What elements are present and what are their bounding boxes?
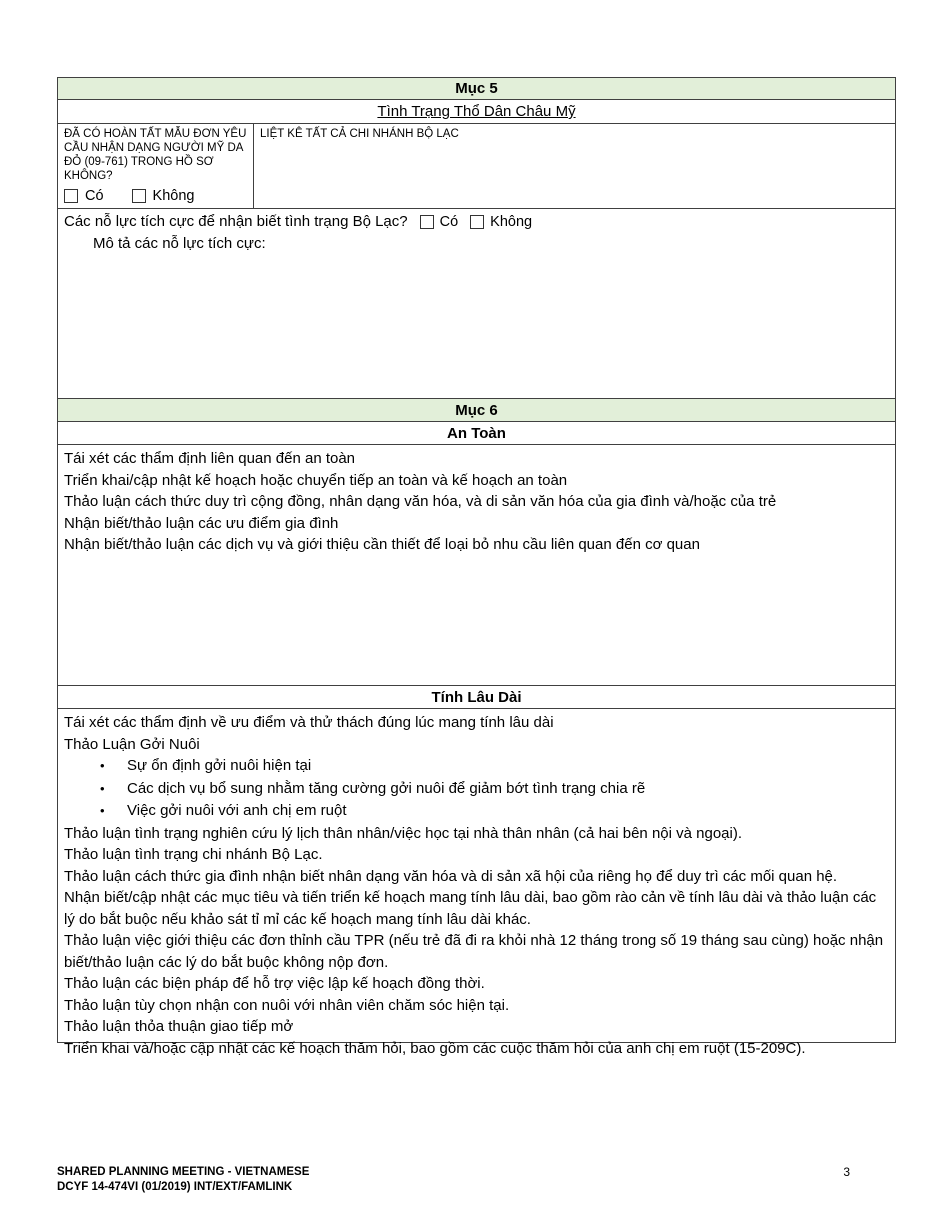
active-efforts-no-checkbox[interactable] — [470, 215, 484, 229]
permanency-bullet-text: Việc gởi nuôi với anh chị em ruột — [127, 802, 347, 819]
describe-efforts-label: Mô tả các nỗ lực tích cực: — [93, 235, 266, 252]
permanency-title: Tính Lâu Dài — [58, 686, 895, 709]
tribal-list-input-area[interactable] — [260, 141, 889, 199]
form-completed-question-label: ĐÃ CÓ HOÀN TẤT MẪU ĐƠN YÊU CẦU NHẬN DẠNG NGƯỜI MỸ DA ĐỎ (09-761) TRONG HỒ SƠ KHÔNG? — [64, 128, 247, 182]
permanency-item: Thảo luận tình trạng chi nhánh Bộ Lạc. — [64, 846, 323, 863]
bullet-icon: • — [100, 803, 105, 818]
describe-efforts-input-area[interactable] — [58, 261, 895, 398]
section5-header: Mục 5 — [58, 78, 895, 100]
section6-header: Mục 6 — [58, 399, 895, 422]
permanency-bullet-item — [64, 778, 889, 801]
footer-form-title: SHARED PLANNING MEETING - VIETNAMESE — [57, 1166, 310, 1178]
safety-item: Nhận biết/thảo luận các dịch vụ và giới thiệu cần thiết để loại bỏ nhu cầu liên quan đến cơ quan — [64, 536, 700, 553]
footer-form-number: DCYF 14-474VI (01/2019) INT/EXT/FAMLINK — [57, 1180, 293, 1193]
bullet-icon: • — [100, 758, 105, 773]
page-footer — [57, 1165, 896, 1194]
form-completed-no-checkbox[interactable] — [132, 189, 146, 203]
form-completed-no-label: Không — [152, 188, 195, 204]
active-efforts-row — [58, 209, 895, 399]
permanency-bullet-text: Sự ổn định gởi nuôi hiện tại — [127, 757, 312, 774]
active-efforts-yes-checkbox[interactable] — [420, 215, 434, 229]
form-completed-yes-checkbox[interactable] — [64, 189, 78, 203]
permanency-bullet-item — [64, 755, 889, 778]
permanency-bullet-text: Các dịch vụ bổ sung nhằm tăng cường gởi nuôi để giảm bớt tình trạng chia rẽ — [127, 779, 646, 797]
active-efforts-yes-label: Có — [439, 213, 459, 230]
permanency-item: Thảo luận tùy chọn nhận con nuôi với nhân viên chăm sóc hiện tại. — [64, 996, 510, 1014]
safety-title: An Toàn — [58, 422, 895, 445]
permanency-item: Tái xét các thẩm định về ưu điểm và thử thách đúng lúc mang tính lâu dài — [64, 714, 554, 731]
safety-item: Tái xét các thẩm định liên quan đến an toàn — [64, 450, 356, 467]
permanency-content — [58, 709, 895, 1057]
permanency-item: Nhận biết/cập nhật các mục tiêu và tiến triển kế hoạch mang tính lâu dài, bao gồm rào cản về tính lâu dài và thảo luận các lý do bắt buộc nếu khảo sát tỉ mỉ các kế hoạch mang tính lâu dài khác. — [64, 889, 877, 928]
bullet-icon: • — [100, 780, 105, 796]
permanency-item: Thảo luận tình trạng nghiên cứu lý lịch thân nhân/việc học tại nhà thân nhân (cả hai bên nội và ngoại). — [64, 824, 743, 842]
permanency-item: Thảo luận việc giới thiệu các đơn thỉnh cầu TPR (nếu trẻ đã đi ra khỏi nhà 12 tháng trong số 19 tháng sau cùng) hoặc nhận biết/thảo luận các lý do bắt buộc không nộp đơn. — [64, 932, 884, 971]
safety-item: Nhận biết/thảo luận các ưu điểm gia đình — [64, 514, 339, 532]
active-efforts-question-label: Các nỗ lực tích cực để nhận biết tình trạng Bộ Lạc? — [64, 213, 408, 230]
form-completed-checkbox-group — [64, 188, 247, 204]
safety-content — [58, 445, 895, 686]
safety-item: Thảo luận cách thức duy trì cộng đồng, nhân dạng văn hóa, và di sản văn hóa của gia đình và/hoặc của trẻ — [64, 493, 777, 510]
active-efforts-no-label: Không — [490, 213, 533, 230]
safety-item: Triển khai/cập nhật kế hoạch hoặc chuyển tiếp an toàn và kế hoạch an toàn — [64, 471, 568, 489]
active-efforts-question-line — [64, 213, 889, 230]
permanency-item: Thảo luận các biện pháp để hỗ trợ việc lập kế hoạch đồng thời. — [64, 975, 485, 992]
permanency-item: Thảo luận cách thức gia đình nhận biết nhân dạng văn hóa và di sản xã hội của riêng họ để duy trì các mối quan hệ. — [64, 867, 838, 885]
section5-title-row — [58, 100, 895, 124]
shared-planning-form-table — [57, 77, 896, 1057]
form-completed-yes-label: Có — [85, 188, 104, 204]
section5-title: Tình Trạng Thổ Dân Châu Mỹ — [377, 103, 576, 120]
form-completed-question-cell — [58, 124, 254, 208]
permanency-bullet-item — [64, 800, 889, 823]
tribal-list-label: LIỆT KÊ TẤT CẢ CHI NHÁNH BỘ LẠC — [260, 128, 459, 140]
permanency-item: Thảo Luận Gởi Nuôi — [64, 735, 200, 753]
page-number: 3 — [843, 1165, 850, 1179]
tribal-list-cell — [254, 124, 895, 208]
permanency-item: Thảo luận thỏa thuận giao tiếp mở — [64, 1018, 294, 1035]
permanency-item: Triển khai và/hoặc cập nhật các kế hoạch thăm hỏi, bao gồm các cuộc thăm hỏi của anh chị em ruột (15-209C). — [64, 1039, 806, 1057]
section5-question-row — [58, 124, 895, 209]
